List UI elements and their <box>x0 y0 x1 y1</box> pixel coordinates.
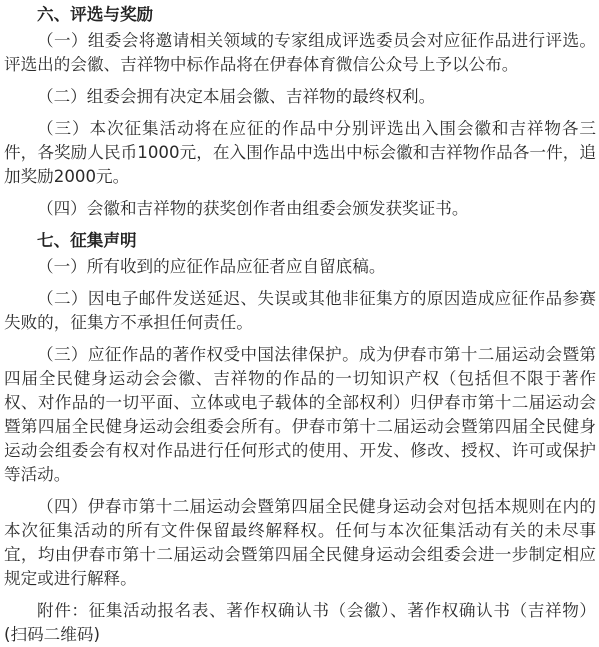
paragraph-awards-4: （四）会徽和吉祥物的获奖创作者由组委会颁发获奖证书。 <box>37 199 469 218</box>
paragraph-statement-4: （四）伊春市第十二届运动会暨第四届全民健身运动会对包括本规则在内的本次征集活动的所有文件保留最终解释权。任何与本次征集活动有关的未尽事宜，均由伊春市第十二届运动会暨第四届全民健身运动会组委会进一步制定相应规定或进行解释。 <box>4 497 596 588</box>
paragraph-awards-2: （二）组委会拥有决定本届会徽、吉祥物的最终权利。 <box>37 87 436 106</box>
section-heading-awards: 六、评选与奖励 <box>37 5 154 24</box>
section-heading-statement: 七、征集声明 <box>37 231 137 250</box>
document-body <box>4 0 596 647</box>
paragraph-statement-3: （三）应征作品的著作权受中国法律保护。成为伊春市第十二届运动会暨第四届全民健身运动会会徽、吉祥物的作品的一切知识产权（包括但不限于著作权、对作品的一切平面、立体或电子载体的全部权利）归伊春市第十二届运动会暨第四届全民健身运动会组委会所有。伊春市第十二届运动会暨第四届全民健身运动会组委会有权对作品进行任何形式的使用、开发、修改、授权、许可或保护等活动。 <box>4 345 596 484</box>
paragraph-statement-1: （一）所有收到的应征作品应征者应自留底稿。 <box>37 257 386 276</box>
paragraph-awards-1: （一）组委会将邀请相关领域的专家组成评选委员会对应征作品进行评选。评选出的会徽、吉祥物中标作品将在伊春体育微信公众号上予以公布。 <box>4 31 596 74</box>
paragraph-statement-2: （二）因电子邮件发送延迟、失误或其他非征集方的原因造成应征作品参赛失败的，征集方不承担任何责任。 <box>4 289 596 332</box>
paragraph-awards-3: （三）本次征集活动将在应征的作品中分别评选出入围会徽和吉祥物各三件，各奖励人民币1000元，在入围作品中选出中标会徽和吉祥物作品各一件，追加奖励2000元。 <box>4 119 596 186</box>
attachment-note: 附件：征集活动报名表、著作权确认书（会徽）、著作权确认书（吉祥物）(扫码二维码) <box>4 601 596 644</box>
